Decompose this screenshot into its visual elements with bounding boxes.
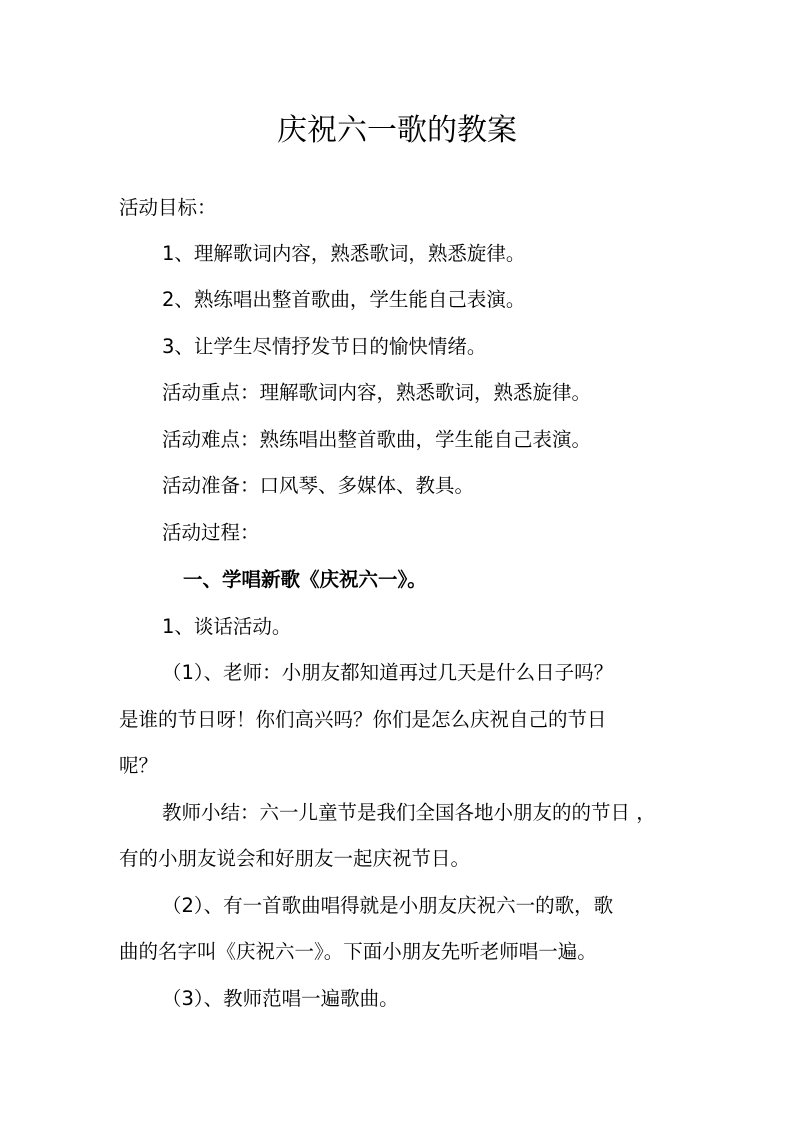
section-heading-goals: 活动目标： (119, 196, 217, 219)
key-point-line: 活动重点：理解歌词内容，熟悉歌词，熟悉旋律。 (162, 381, 592, 404)
paragraph-song-intro-cont: 曲的名字叫《庆祝六一》。下面小朋友先听老师唱一遍。 (119, 940, 597, 963)
process-heading: 活动过程： (162, 521, 260, 544)
paragraph-teacher-question: （1）、老师：小朋友都知道再过几天是什么日子吗？ (162, 661, 614, 684)
document-title: 庆祝六一歌的教案 (277, 113, 517, 148)
difficulty-line: 活动难点：熟练唱出整首歌曲，学生能自己表演。 (162, 428, 592, 451)
paragraph-teacher-question-end: 呢？ (119, 754, 159, 777)
paragraph-song-intro: （2）、有一首歌曲唱得就是小朋友庆祝六一的歌，歌 (162, 894, 614, 917)
step-talk-activity: 1、谈话活动。 (162, 615, 292, 638)
goal-item-3: 3、让学生尽情抒发节日的愉快情绪。 (162, 335, 487, 358)
goal-item-2: 2、熟练唱出整首歌曲，学生能自己表演。 (162, 288, 526, 311)
paragraph-teacher-sing: （3）、教师范唱一遍歌曲。 (162, 987, 399, 1010)
section-heading-learn-song: 一、学唱新歌《庆祝六一》。 (183, 568, 427, 591)
goal-item-1: 1、理解歌词内容，熟悉歌词，熟悉旋律。 (162, 242, 526, 265)
preparation-line: 活动准备：口风琴、多媒体、教具。 (162, 474, 475, 497)
paragraph-teacher-summary-cont: 有的小朋友说会和好朋友一起庆祝节日。 (119, 847, 471, 870)
paragraph-teacher-question-cont: 是谁的节日呀！你们高兴吗？你们是怎么庆祝自己的节日 (119, 708, 607, 731)
paragraph-teacher-summary: 教师小结：六一儿童节是我们全国各地小朋友的的节日 ， (162, 801, 656, 824)
